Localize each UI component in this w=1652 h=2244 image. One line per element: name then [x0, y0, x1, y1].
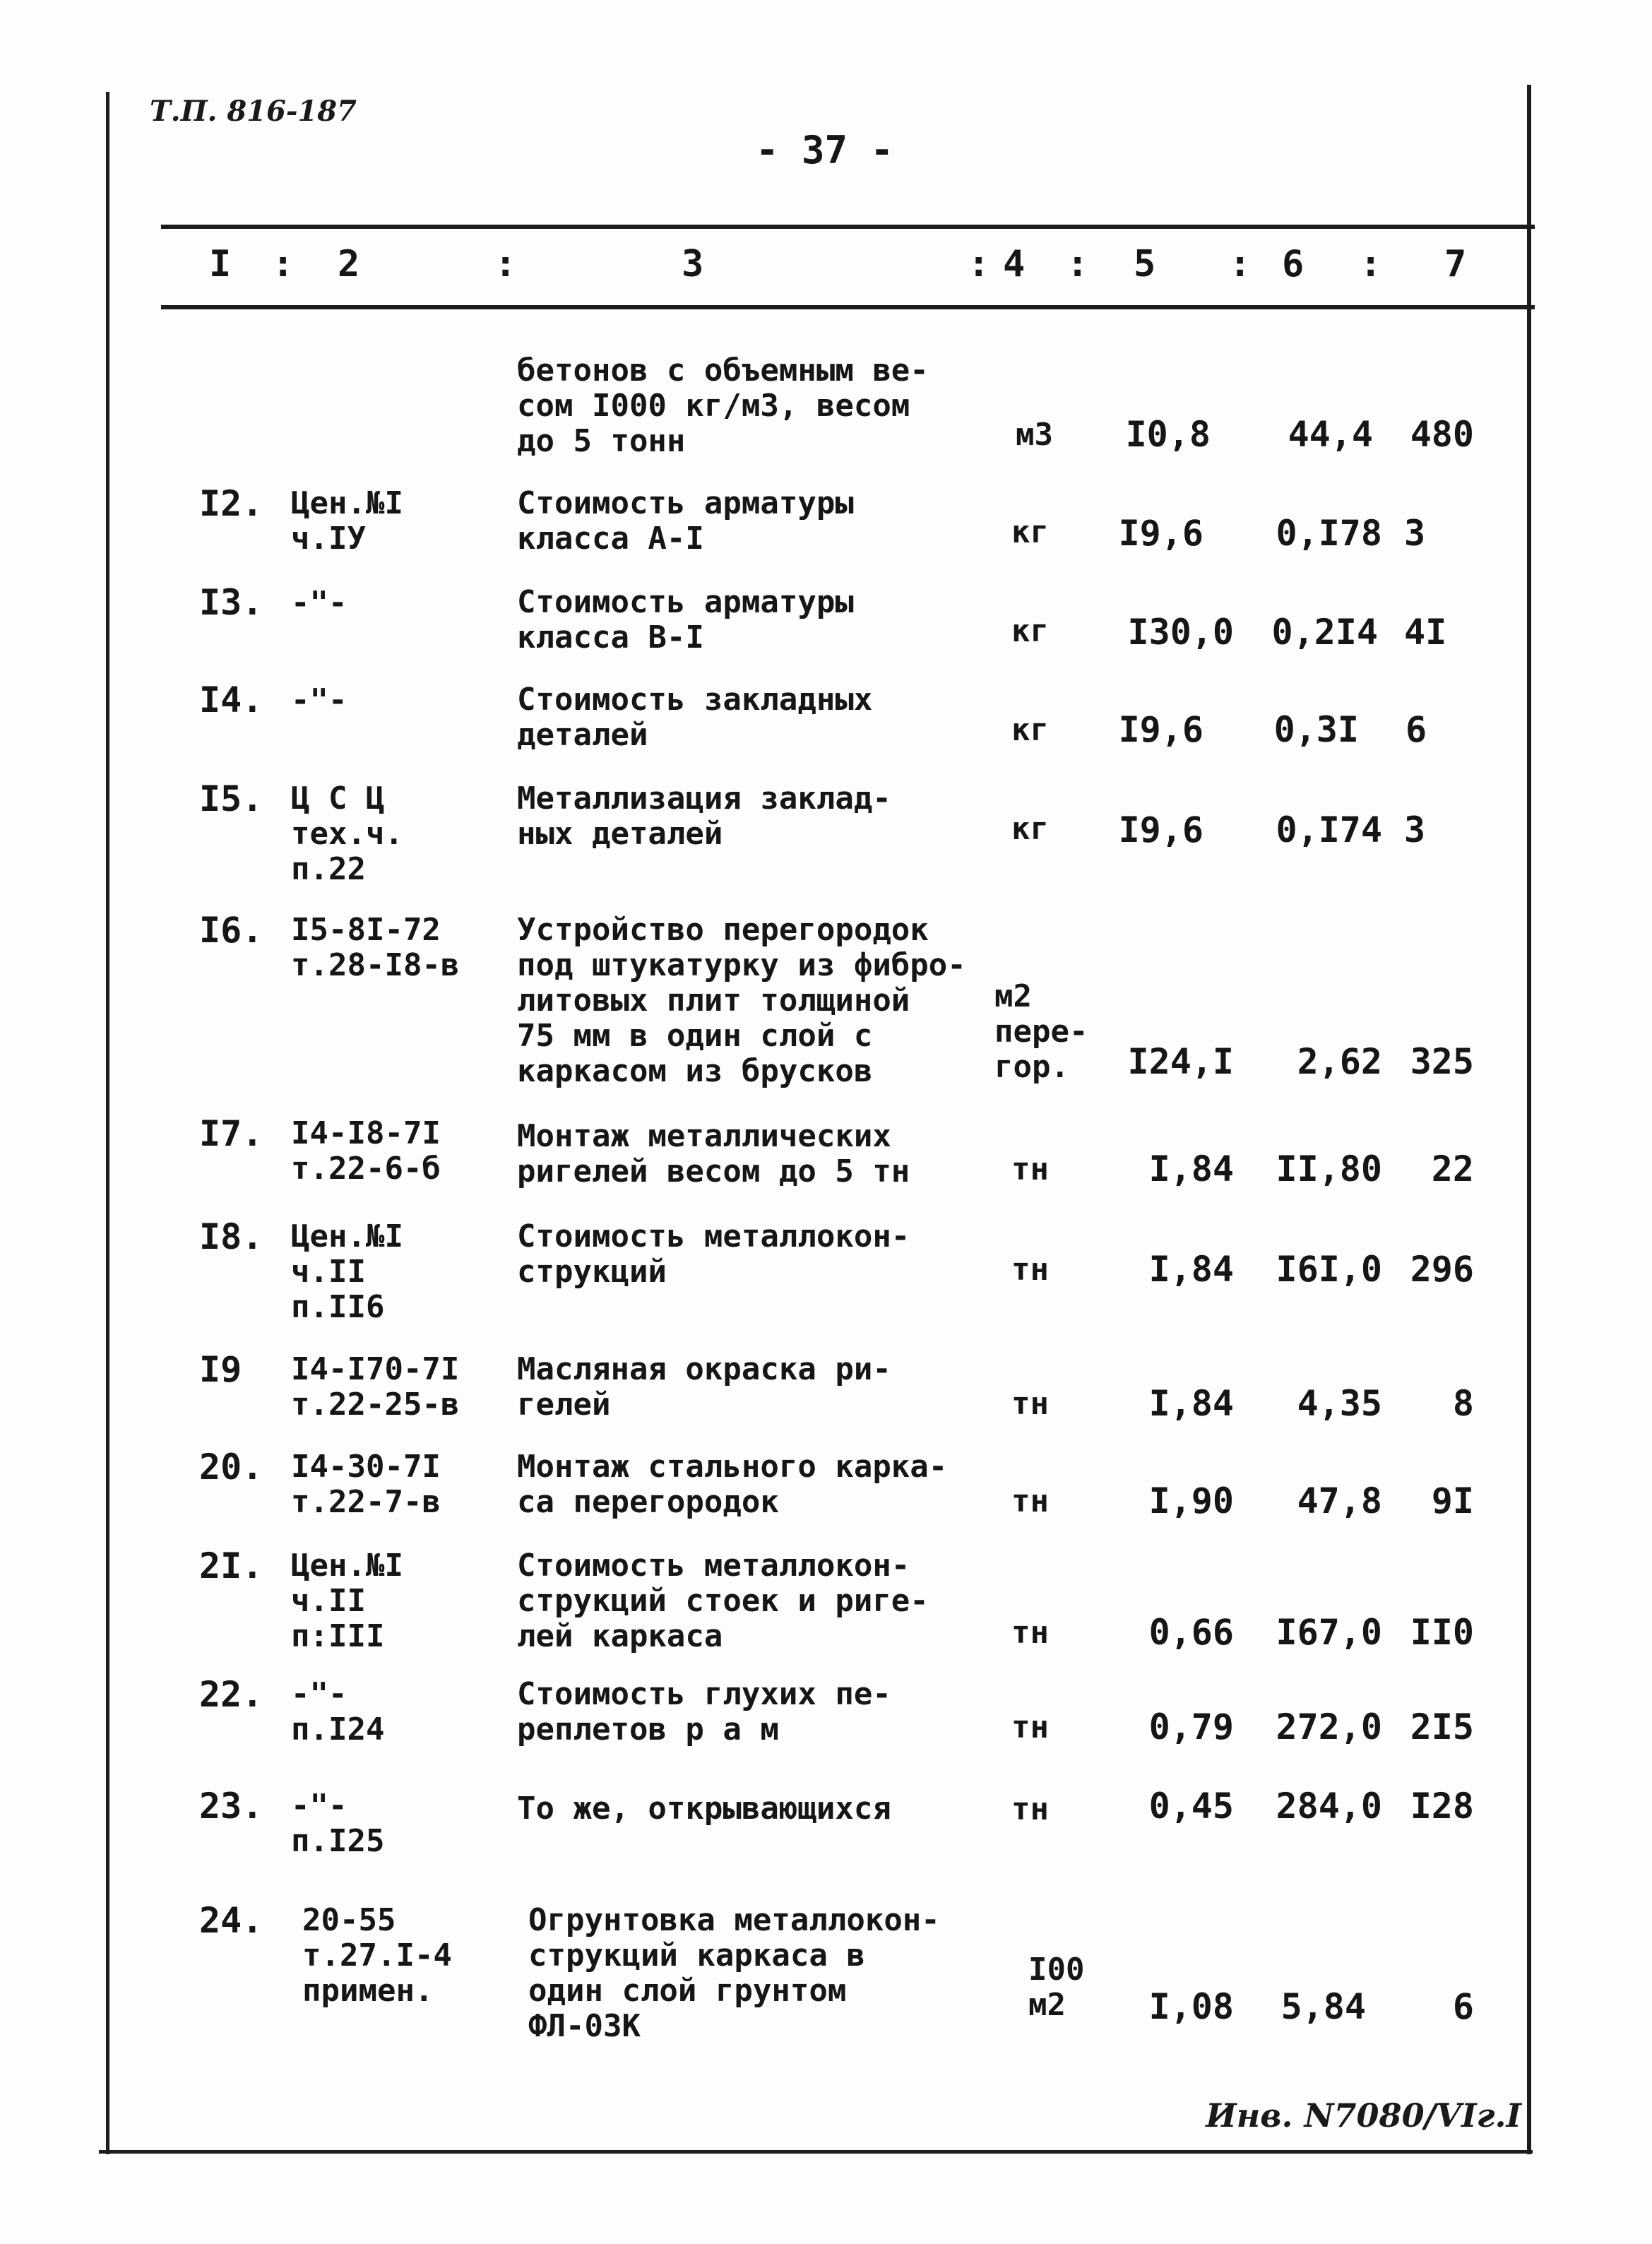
row-unit: тн: [1011, 1386, 1049, 1422]
row-number: I4.: [199, 679, 263, 720]
row-quantity: I9,6: [1118, 809, 1204, 850]
row-description: Монтаж металлических ригелей весом до 5 тн: [517, 1118, 910, 1189]
row-reference: 20-55 т.27.I-4 примен.: [302, 1902, 452, 2009]
row-reference: Цен.№I ч.II п:III: [291, 1548, 403, 1654]
row-description: Стоимость арматуры класса В-I: [517, 584, 854, 655]
row-unit: тн: [1011, 1791, 1049, 1827]
inventory-note: Инв. N7080/VIг.I: [1206, 2096, 1521, 2135]
row-description: бетонов с объемным ве- сом I000 кг/м3, весом до 5 тонн: [517, 352, 929, 459]
row-description: Огрунтовка металлокон- струкций каркаса в один слой грунтом ФЛ-03К: [528, 1902, 940, 2044]
row-total: 9I: [1431, 1480, 1474, 1521]
row-description: Стоимость арматуры класса А-I: [517, 485, 854, 557]
row-unit: м3: [1016, 417, 1053, 453]
row-quantity: I24,I: [1127, 1041, 1234, 1082]
row-total: 480: [1410, 414, 1474, 455]
row-unit-price: 0,I78: [1276, 513, 1382, 554]
row-number: I8.: [199, 1216, 263, 1257]
column-header-5: 5: [1134, 243, 1156, 285]
column-header-3: 3: [682, 243, 704, 285]
row-total: I28: [1410, 1786, 1474, 1827]
row-number: I3.: [199, 582, 263, 623]
column-header-2: 2: [338, 243, 360, 285]
row-unit-price: 44,4: [1288, 414, 1373, 455]
row-number: 22.: [199, 1674, 263, 1715]
row-quantity: I,90: [1148, 1480, 1234, 1521]
row-reference: I5-8I-72 т.28-I8-в: [291, 912, 460, 983]
row-total: 3: [1404, 513, 1426, 554]
row-unit-price: 4,35: [1297, 1383, 1382, 1424]
row-quantity: I,84: [1148, 1249, 1234, 1290]
column-separator: :: [968, 243, 990, 285]
row-number: I7.: [199, 1113, 263, 1154]
row-total: 4I: [1404, 612, 1447, 653]
row-reference: I4-30-7I т.22-7-в: [291, 1449, 441, 1520]
bottom-border-line: [99, 2150, 1533, 2154]
row-reference: -"- п.I25: [291, 1788, 385, 1859]
row-number: I2.: [199, 483, 263, 524]
row-unit: тн: [1011, 1709, 1049, 1745]
row-unit-price: I67,0: [1276, 1612, 1382, 1653]
row-total: 6: [1452, 1986, 1474, 2027]
row-unit-price: 0,3I: [1273, 709, 1359, 750]
row-total: 6: [1406, 709, 1427, 750]
row-quantity: I30,0: [1127, 612, 1234, 653]
row-total: 8: [1452, 1383, 1474, 1424]
row-total: 22: [1431, 1148, 1474, 1189]
row-unit: тн: [1011, 1252, 1049, 1288]
row-unit: I00 м2: [1028, 1952, 1085, 2023]
column-header-7: 7: [1444, 243, 1467, 285]
row-unit-price: 2,62: [1297, 1041, 1382, 1082]
row-description: Металлизация заклад- ных деталей: [517, 780, 891, 852]
row-quantity: 0,66: [1148, 1612, 1234, 1653]
column-separator: :: [494, 243, 517, 285]
column-header-1: I: [209, 243, 232, 285]
column-separator: :: [272, 243, 295, 285]
row-description: Устройство перегородок под штукатурку из фибро- литовых плит толщиной 75 мм в один слой с каркасом из брусков: [517, 912, 966, 1089]
right-border-line: [1527, 85, 1531, 2154]
row-description: Стоимость глухих пе- реплетов р а м: [517, 1676, 891, 1747]
row-total: 296: [1410, 1249, 1474, 1290]
row-quantity: I9,6: [1118, 513, 1204, 554]
row-number: 24.: [199, 1900, 263, 1941]
row-total: 2I5: [1410, 1706, 1474, 1747]
row-total: 3: [1404, 809, 1426, 850]
row-unit-price: 284,0: [1276, 1786, 1382, 1827]
row-unit-price: II,80: [1276, 1148, 1382, 1189]
row-quantity: I9,6: [1118, 709, 1204, 750]
row-quantity: 0,45: [1148, 1786, 1234, 1827]
column-separator: :: [1360, 243, 1382, 285]
row-reference: -"-: [291, 682, 347, 718]
row-reference: -"-: [291, 585, 347, 621]
row-unit-price: 0,2I4: [1271, 612, 1378, 653]
row-description: Стоимость металлокон- струкций: [517, 1218, 910, 1290]
row-reference: Цен.№I ч.II п.II6: [291, 1218, 403, 1325]
row-unit: м2 пере- гор.: [994, 978, 1088, 1085]
table-header-bottom-rule: [161, 305, 1535, 309]
row-description: Масляная окраска ри- гелей: [517, 1351, 891, 1423]
row-quantity: I,08: [1148, 1986, 1234, 2027]
row-reference: -"- п.I24: [291, 1676, 385, 1747]
column-separator: :: [1229, 243, 1252, 285]
row-quantity: I,84: [1148, 1383, 1234, 1424]
row-unit: кг: [1011, 613, 1049, 649]
row-description: Монтаж стального карка- са перегородок: [517, 1449, 948, 1520]
row-quantity: I0,8: [1125, 414, 1211, 455]
row-unit: кг: [1011, 712, 1049, 748]
page-number: - 37 -: [756, 128, 894, 172]
row-unit: тн: [1011, 1615, 1049, 1651]
row-unit: тн: [1011, 1151, 1049, 1187]
row-description: То же, открывающихся: [517, 1791, 891, 1827]
row-total: 325: [1410, 1041, 1474, 1082]
row-unit-price: 5,84: [1280, 1986, 1366, 2027]
row-number: 23.: [199, 1786, 263, 1827]
row-number: I6.: [199, 910, 263, 951]
column-header-4: 4: [1003, 243, 1026, 285]
row-unit-price: 47,8: [1297, 1480, 1382, 1521]
row-number: I9: [199, 1349, 242, 1390]
row-unit-price: I6I,0: [1276, 1249, 1382, 1290]
column-separator: :: [1066, 243, 1089, 285]
row-quantity: I,84: [1148, 1148, 1234, 1189]
row-reference: I4-I8-7I т.22-6-б: [291, 1115, 441, 1187]
row-reference: Цен.№I ч.IУ: [291, 485, 403, 557]
row-description: Стоимость закладных деталей: [517, 682, 873, 753]
row-description: Стоимость металлокон- струкций стоек и риге- лей каркаса: [517, 1548, 929, 1654]
row-unit: кг: [1011, 811, 1049, 847]
row-number: I5.: [199, 778, 263, 819]
row-unit: кг: [1011, 514, 1049, 550]
row-unit-price: 0,I74: [1276, 809, 1382, 850]
row-unit: тн: [1011, 1483, 1049, 1519]
row-number: 20.: [199, 1447, 263, 1488]
row-number: 2I.: [199, 1545, 263, 1586]
row-quantity: 0,79: [1148, 1706, 1234, 1747]
table-header-top-rule: [161, 225, 1535, 229]
row-unit-price: 272,0: [1276, 1706, 1382, 1747]
row-reference: Ц С Ц тех.ч. п.22: [291, 780, 403, 887]
left-border-line: [106, 92, 109, 2154]
row-total: II0: [1410, 1612, 1474, 1653]
document-code: Т.П. 816-187: [150, 95, 357, 128]
row-reference: I4-I70-7I т.22-25-в: [291, 1351, 460, 1423]
column-header-6: 6: [1282, 243, 1305, 285]
